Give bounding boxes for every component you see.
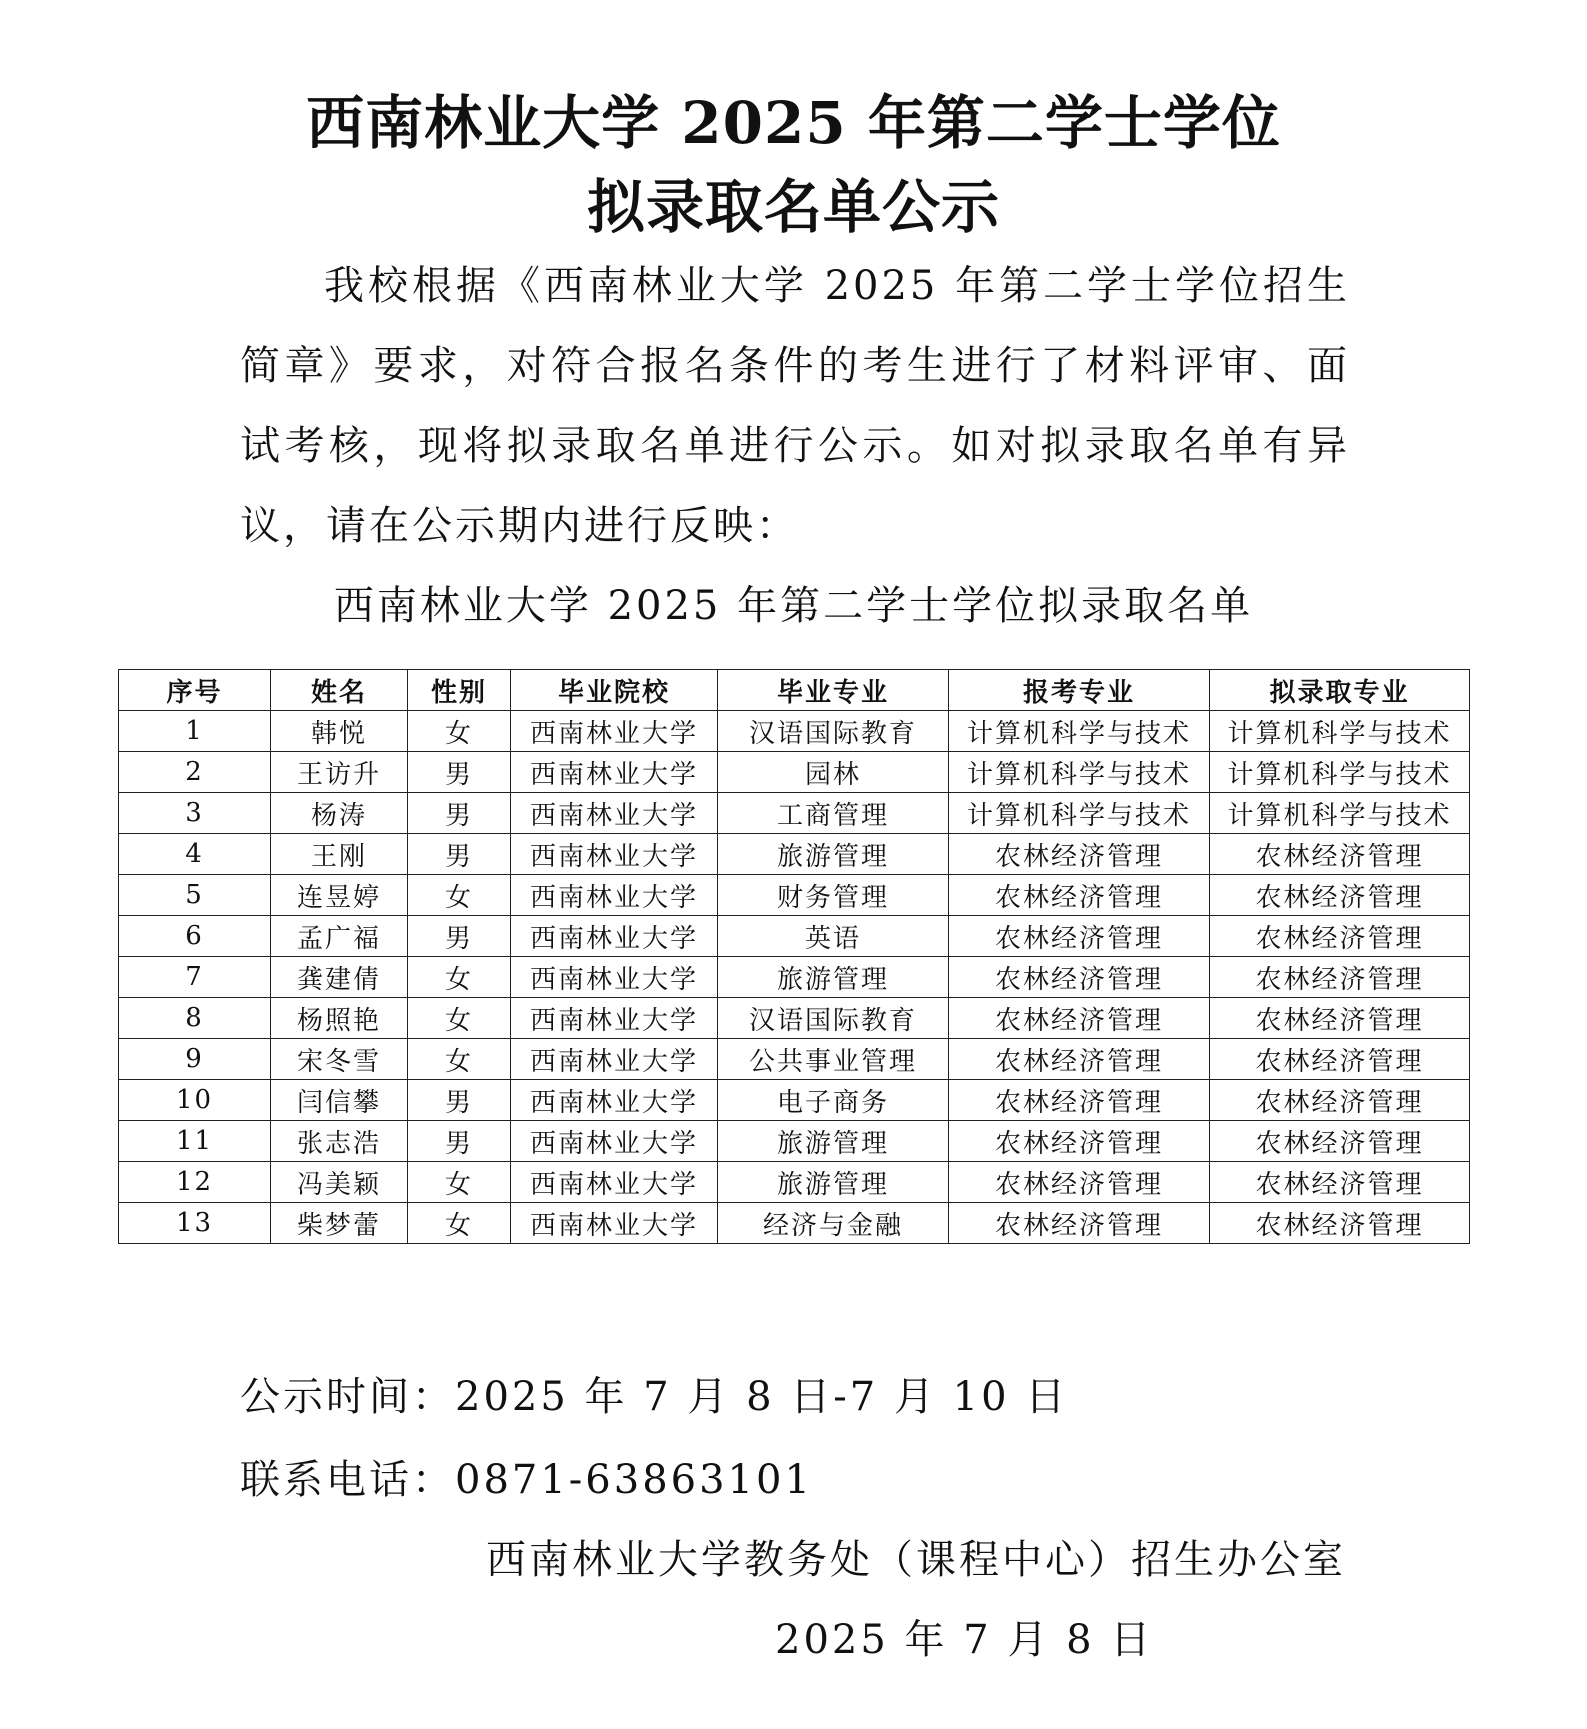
table-row	[119, 752, 1470, 793]
table-cell: 旅游管理	[718, 834, 949, 875]
table-cell: 西南林业大学	[511, 711, 718, 752]
table-cell: 农林经济管理	[949, 834, 1210, 875]
table-cell: 农林经济管理	[1210, 957, 1470, 998]
table-cell: 龚建倩	[271, 957, 408, 998]
table-row	[119, 793, 1470, 834]
table-cell: 男	[408, 1121, 511, 1162]
table-cell: 8	[119, 998, 271, 1039]
table-cell: 农林经济管理	[1210, 1039, 1470, 1080]
table-cell: 女	[408, 711, 511, 752]
table-cell: 农林经济管理	[949, 957, 1210, 998]
table-cell: 男	[408, 793, 511, 834]
table-cell: 西南林业大学	[511, 1162, 718, 1203]
table-caption: 西南林业大学 2025 年第二学士学位拟录取名单	[333, 583, 1254, 629]
table-cell: 旅游管理	[718, 1162, 949, 1203]
table-cell: 财务管理	[718, 875, 949, 916]
table-cell: 经济与金融	[718, 1203, 949, 1244]
table-cell: 西南林业大学	[511, 1121, 718, 1162]
table-cell: 旅游管理	[718, 1121, 949, 1162]
table-cell: 电子商务	[718, 1080, 949, 1121]
table-cell: 农林经济管理	[949, 1080, 1210, 1121]
table-cell: 农林经济管理	[1210, 1121, 1470, 1162]
table-header-row	[119, 670, 1470, 711]
table-row	[119, 1080, 1470, 1121]
table-cell: 柴梦蕾	[271, 1203, 408, 1244]
table-cell: 旅游管理	[718, 957, 949, 998]
table-cell: 农林经济管理	[1210, 916, 1470, 957]
table-cell: 农林经济管理	[949, 1121, 1210, 1162]
table-row	[119, 1121, 1470, 1162]
table-cell: 女	[408, 998, 511, 1039]
table-cell: 13	[119, 1203, 271, 1244]
table-cell: 王刚	[271, 834, 408, 875]
table-cell: 王访升	[271, 752, 408, 793]
table-row	[119, 834, 1470, 875]
table-cell: 6	[119, 916, 271, 957]
table-cell: 女	[408, 1203, 511, 1244]
table-row	[119, 711, 1470, 752]
column-header: 姓名	[271, 670, 408, 711]
table-cell: 宋冬雪	[271, 1039, 408, 1080]
table-cell: 杨照艳	[271, 998, 408, 1039]
column-header: 拟录取专业	[1210, 670, 1470, 711]
table-cell: 男	[408, 1080, 511, 1121]
table-row	[119, 916, 1470, 957]
table-cell: 冯美颖	[271, 1162, 408, 1203]
table-cell: 韩悦	[271, 711, 408, 752]
table-cell: 3	[119, 793, 271, 834]
table-cell: 张志浩	[271, 1121, 408, 1162]
issuing-office: 西南林业大学教务处（课程中心）招生办公室	[486, 1537, 1346, 1583]
column-header: 毕业专业	[718, 670, 949, 711]
table-cell: 西南林业大学	[511, 793, 718, 834]
table-cell: 男	[408, 752, 511, 793]
table-row	[119, 1203, 1470, 1244]
issue-date: 2025 年 7 月 8 日	[775, 1617, 1154, 1663]
table-cell: 西南林业大学	[511, 1203, 718, 1244]
table-cell: 女	[408, 1162, 511, 1203]
column-header: 序号	[119, 670, 271, 711]
table-cell: 英语	[718, 916, 949, 957]
table-cell: 9	[119, 1039, 271, 1080]
table-cell: 西南林业大学	[511, 875, 718, 916]
table-cell: 西南林业大学	[511, 998, 718, 1039]
table-cell: 西南林业大学	[511, 957, 718, 998]
column-header: 性别	[408, 670, 511, 711]
document-title-line-1: 西南林业大学 2025 年第二学士学位	[306, 89, 1281, 157]
table-cell: 2	[119, 752, 271, 793]
column-header: 毕业院校	[511, 670, 718, 711]
table-cell: 汉语国际教育	[718, 998, 949, 1039]
table-cell: 计算机科学与技术	[1210, 711, 1470, 752]
table-cell: 汉语国际教育	[718, 711, 949, 752]
table-cell: 西南林业大学	[511, 834, 718, 875]
table-cell: 计算机科学与技术	[949, 752, 1210, 793]
table-cell: 女	[408, 957, 511, 998]
table-cell: 杨涛	[271, 793, 408, 834]
table-cell: 计算机科学与技术	[1210, 793, 1470, 834]
table-cell: 计算机科学与技术	[949, 793, 1210, 834]
table-cell: 农林经济管理	[949, 916, 1210, 957]
table-cell: 农林经济管理	[1210, 1203, 1470, 1244]
table-cell: 7	[119, 957, 271, 998]
table-body	[119, 711, 1470, 1244]
table-cell: 农林经济管理	[949, 1203, 1210, 1244]
table-cell: 农林经济管理	[949, 998, 1210, 1039]
table-cell: 闫信攀	[271, 1080, 408, 1121]
table-cell: 农林经济管理	[1210, 1162, 1470, 1203]
table-cell: 12	[119, 1162, 271, 1203]
table-cell: 4	[119, 834, 271, 875]
table-row	[119, 1039, 1470, 1080]
table-cell: 西南林业大学	[511, 1039, 718, 1080]
table-cell: 女	[408, 875, 511, 916]
table-cell: 10	[119, 1080, 271, 1121]
table-cell: 农林经济管理	[1210, 998, 1470, 1039]
contact-phone: 联系电话：0871-63863101	[240, 1457, 813, 1503]
table-cell: 计算机科学与技术	[1210, 752, 1470, 793]
table-cell: 工商管理	[718, 793, 949, 834]
table-cell: 孟广福	[271, 916, 408, 957]
table-cell: 1	[119, 711, 271, 752]
table-row	[119, 875, 1470, 916]
table-row	[119, 957, 1470, 998]
table-cell: 5	[119, 875, 271, 916]
table-cell: 男	[408, 916, 511, 957]
table-cell: 西南林业大学	[511, 1080, 718, 1121]
admission-list-table	[118, 669, 1470, 1244]
table-cell: 农林经济管理	[949, 1039, 1210, 1080]
table-cell: 11	[119, 1121, 271, 1162]
table-cell: 农林经济管理	[949, 1162, 1210, 1203]
table-cell: 农林经济管理	[1210, 1080, 1470, 1121]
table-cell: 连昱婷	[271, 875, 408, 916]
table-cell: 农林经济管理	[949, 875, 1210, 916]
table-cell: 西南林业大学	[511, 752, 718, 793]
table-cell: 农林经济管理	[1210, 834, 1470, 875]
table-cell: 西南林业大学	[511, 916, 718, 957]
table-row	[119, 1162, 1470, 1203]
table-cell: 农林经济管理	[1210, 875, 1470, 916]
document-title-line-2: 拟录取名单公示	[586, 173, 1000, 241]
table-cell: 女	[408, 1039, 511, 1080]
intro-paragraph: 我校根据《西南林业大学 2025 年第二学士学位招生简章》要求，对符合报名条件的考生进行了材料评审、面试考核，现将拟录取名单进行公示。如对拟录取名单有异议，请在公示期内进行反映：	[240, 263, 1350, 549]
table-cell: 计算机科学与技术	[949, 711, 1210, 752]
column-header: 报考专业	[949, 670, 1210, 711]
publicity-period: 公示时间：2025 年 7 月 8 日-7 月 10 日	[240, 1374, 1069, 1420]
table-cell: 园林	[718, 752, 949, 793]
table-cell: 男	[408, 834, 511, 875]
table-cell: 公共事业管理	[718, 1039, 949, 1080]
table-row	[119, 998, 1470, 1039]
